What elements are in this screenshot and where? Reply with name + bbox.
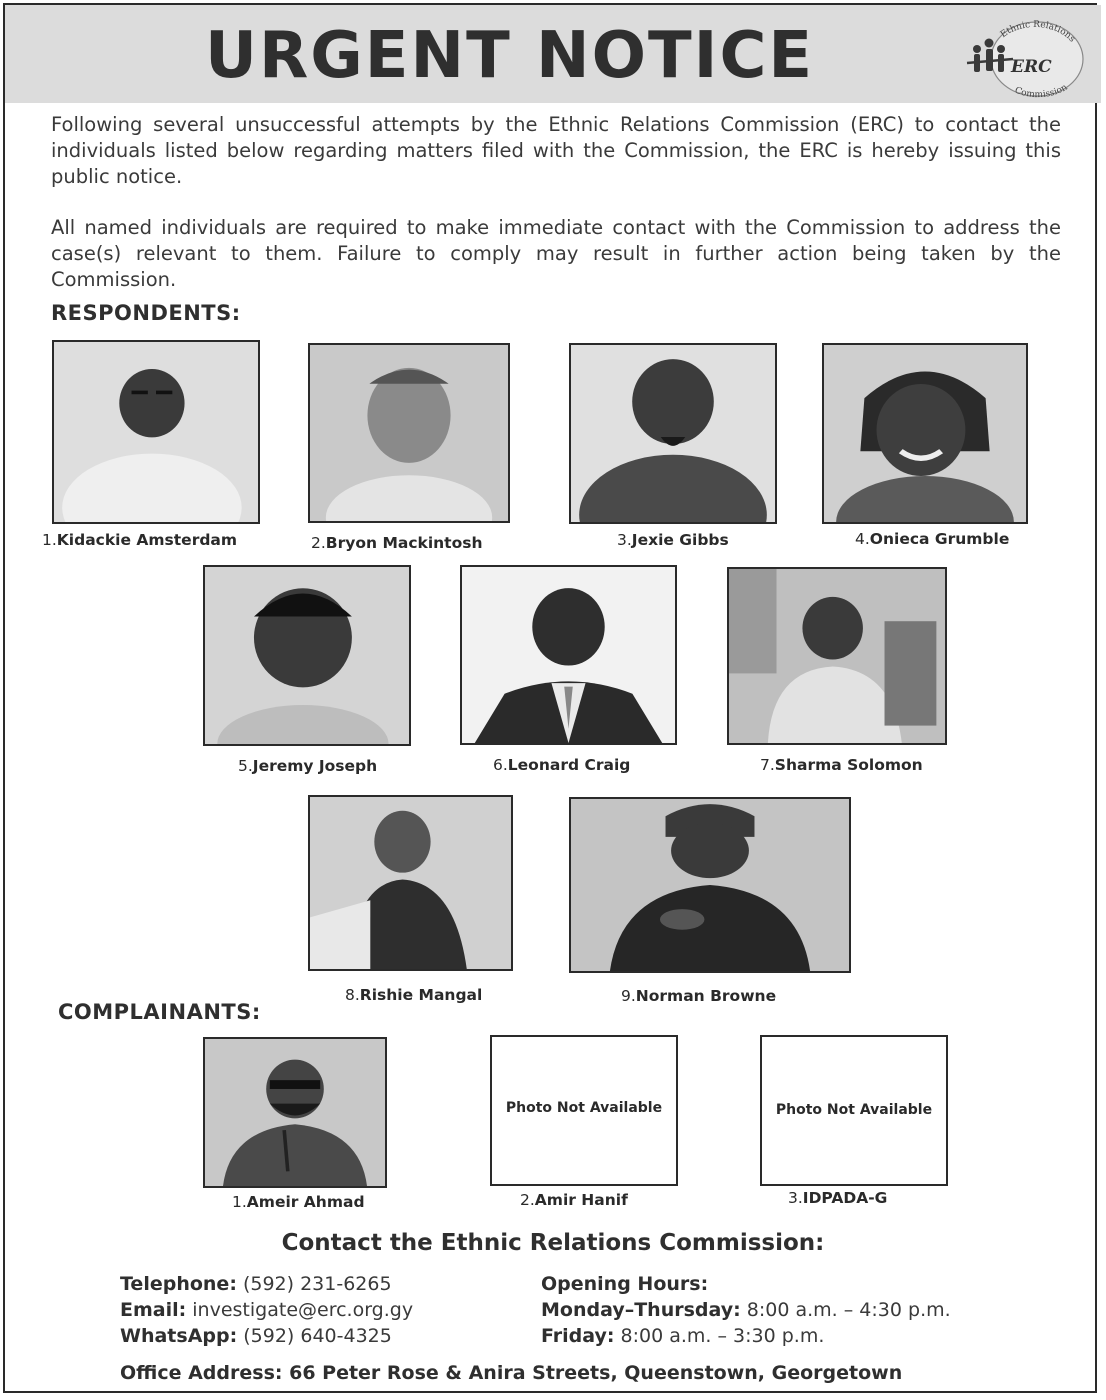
- photo-not-available-label: Photo Not Available: [775, 1102, 933, 1118]
- complainant-name-2: 2.Amir Hanif: [520, 1191, 628, 1209]
- respondent-photo-6: [460, 565, 677, 745]
- page-title: URGENT NOTICE: [205, 19, 815, 93]
- complainants-heading: COMPLAINANTS:: [58, 1000, 261, 1024]
- respondents-heading: RESPONDENTS:: [51, 301, 241, 325]
- telephone-value: (592) 231-6265: [242, 1273, 392, 1295]
- complainant-photo-2-placeholder: [490, 1035, 678, 1186]
- respondent-photo-4: [822, 343, 1028, 524]
- respondent-photo-5: [203, 565, 411, 746]
- directive-paragraph: All named individuals are required to make immediate contact with the Commission to address the case(s) relevant to them. Failure to comply may result in further action being taken by the Commission.: [51, 216, 1061, 291]
- respondent-name-5: 5.Jeremy Joseph: [238, 757, 378, 775]
- respondent-name-8: 8.Rishie Mangal: [345, 986, 483, 1004]
- photo-not-available-label: Photo Not Available: [505, 1100, 663, 1116]
- intro-paragraph: Following several unsuccessful attempts by the Ethnic Relations Commission (ERC) to contact the individuals listed below regarding matters filed with the Commission, the ERC is hereby issuing this public notice.: [51, 113, 1061, 188]
- respondent-photo-7: [727, 567, 947, 745]
- office-address: Office Address: 66 Peter Rose & Anira Streets, Queenstown, Georgetown: [120, 1362, 903, 1384]
- complainant-photo-1: [203, 1037, 387, 1188]
- respondent-name-9: 9.Norman Browne: [621, 987, 777, 1005]
- header-banner: [5, 5, 1101, 103]
- respondent-name-6: 6.Leonard Craig: [493, 756, 631, 774]
- telephone-line: Telephone: (592) 231-6265: [120, 1273, 392, 1295]
- respondent-photo-3: [569, 343, 777, 524]
- respondent-name-3: 3.Jexie Gibbs: [617, 531, 729, 549]
- respondent-name-7: 7.Sharma Solomon: [760, 756, 923, 774]
- email-line: Email: investigate@erc.org.gy: [120, 1299, 414, 1321]
- whatsapp-value: (592) 640-4325: [243, 1325, 392, 1347]
- respondent-name-1: 1.Kidackie Amsterdam: [42, 531, 238, 549]
- logo-arc-bottom: Commission: [1013, 82, 1070, 99]
- respondent-photo-2: [308, 343, 510, 523]
- respondent-name-2: 2.Bryon Mackintosh: [311, 534, 483, 552]
- erc-logo: [953, 19, 1085, 99]
- complainant-photo-3-placeholder: [760, 1035, 948, 1186]
- whatsapp-line: WhatsApp: (592) 640-4325: [120, 1325, 392, 1347]
- respondent-photo-1: [52, 340, 260, 524]
- complainant-name-1: 1.Ameir Ahmad: [232, 1193, 365, 1211]
- friday-hours: Friday: 8:00 a.m. – 3:30 p.m.: [541, 1325, 825, 1347]
- complainant-name-3: 3.IDPADA-G: [788, 1189, 888, 1207]
- logo-arc-top: Ethnic Relations: [998, 19, 1077, 45]
- respondent-photo-9: [569, 797, 851, 973]
- respondent-name-4: 4.Onieca Grumble: [855, 530, 1010, 548]
- opening-hours-heading: Opening Hours:: [541, 1273, 709, 1295]
- contact-heading: Contact the Ethnic Relations Commission:: [281, 1230, 825, 1256]
- respondent-photo-8: [308, 795, 513, 971]
- email-value: investigate@erc.org.gy: [192, 1299, 414, 1321]
- logo-abbr: ERC: [1011, 57, 1052, 77]
- mon-thu-hours: Monday–Thursday: 8:00 a.m. – 4:30 p.m.: [541, 1299, 951, 1321]
